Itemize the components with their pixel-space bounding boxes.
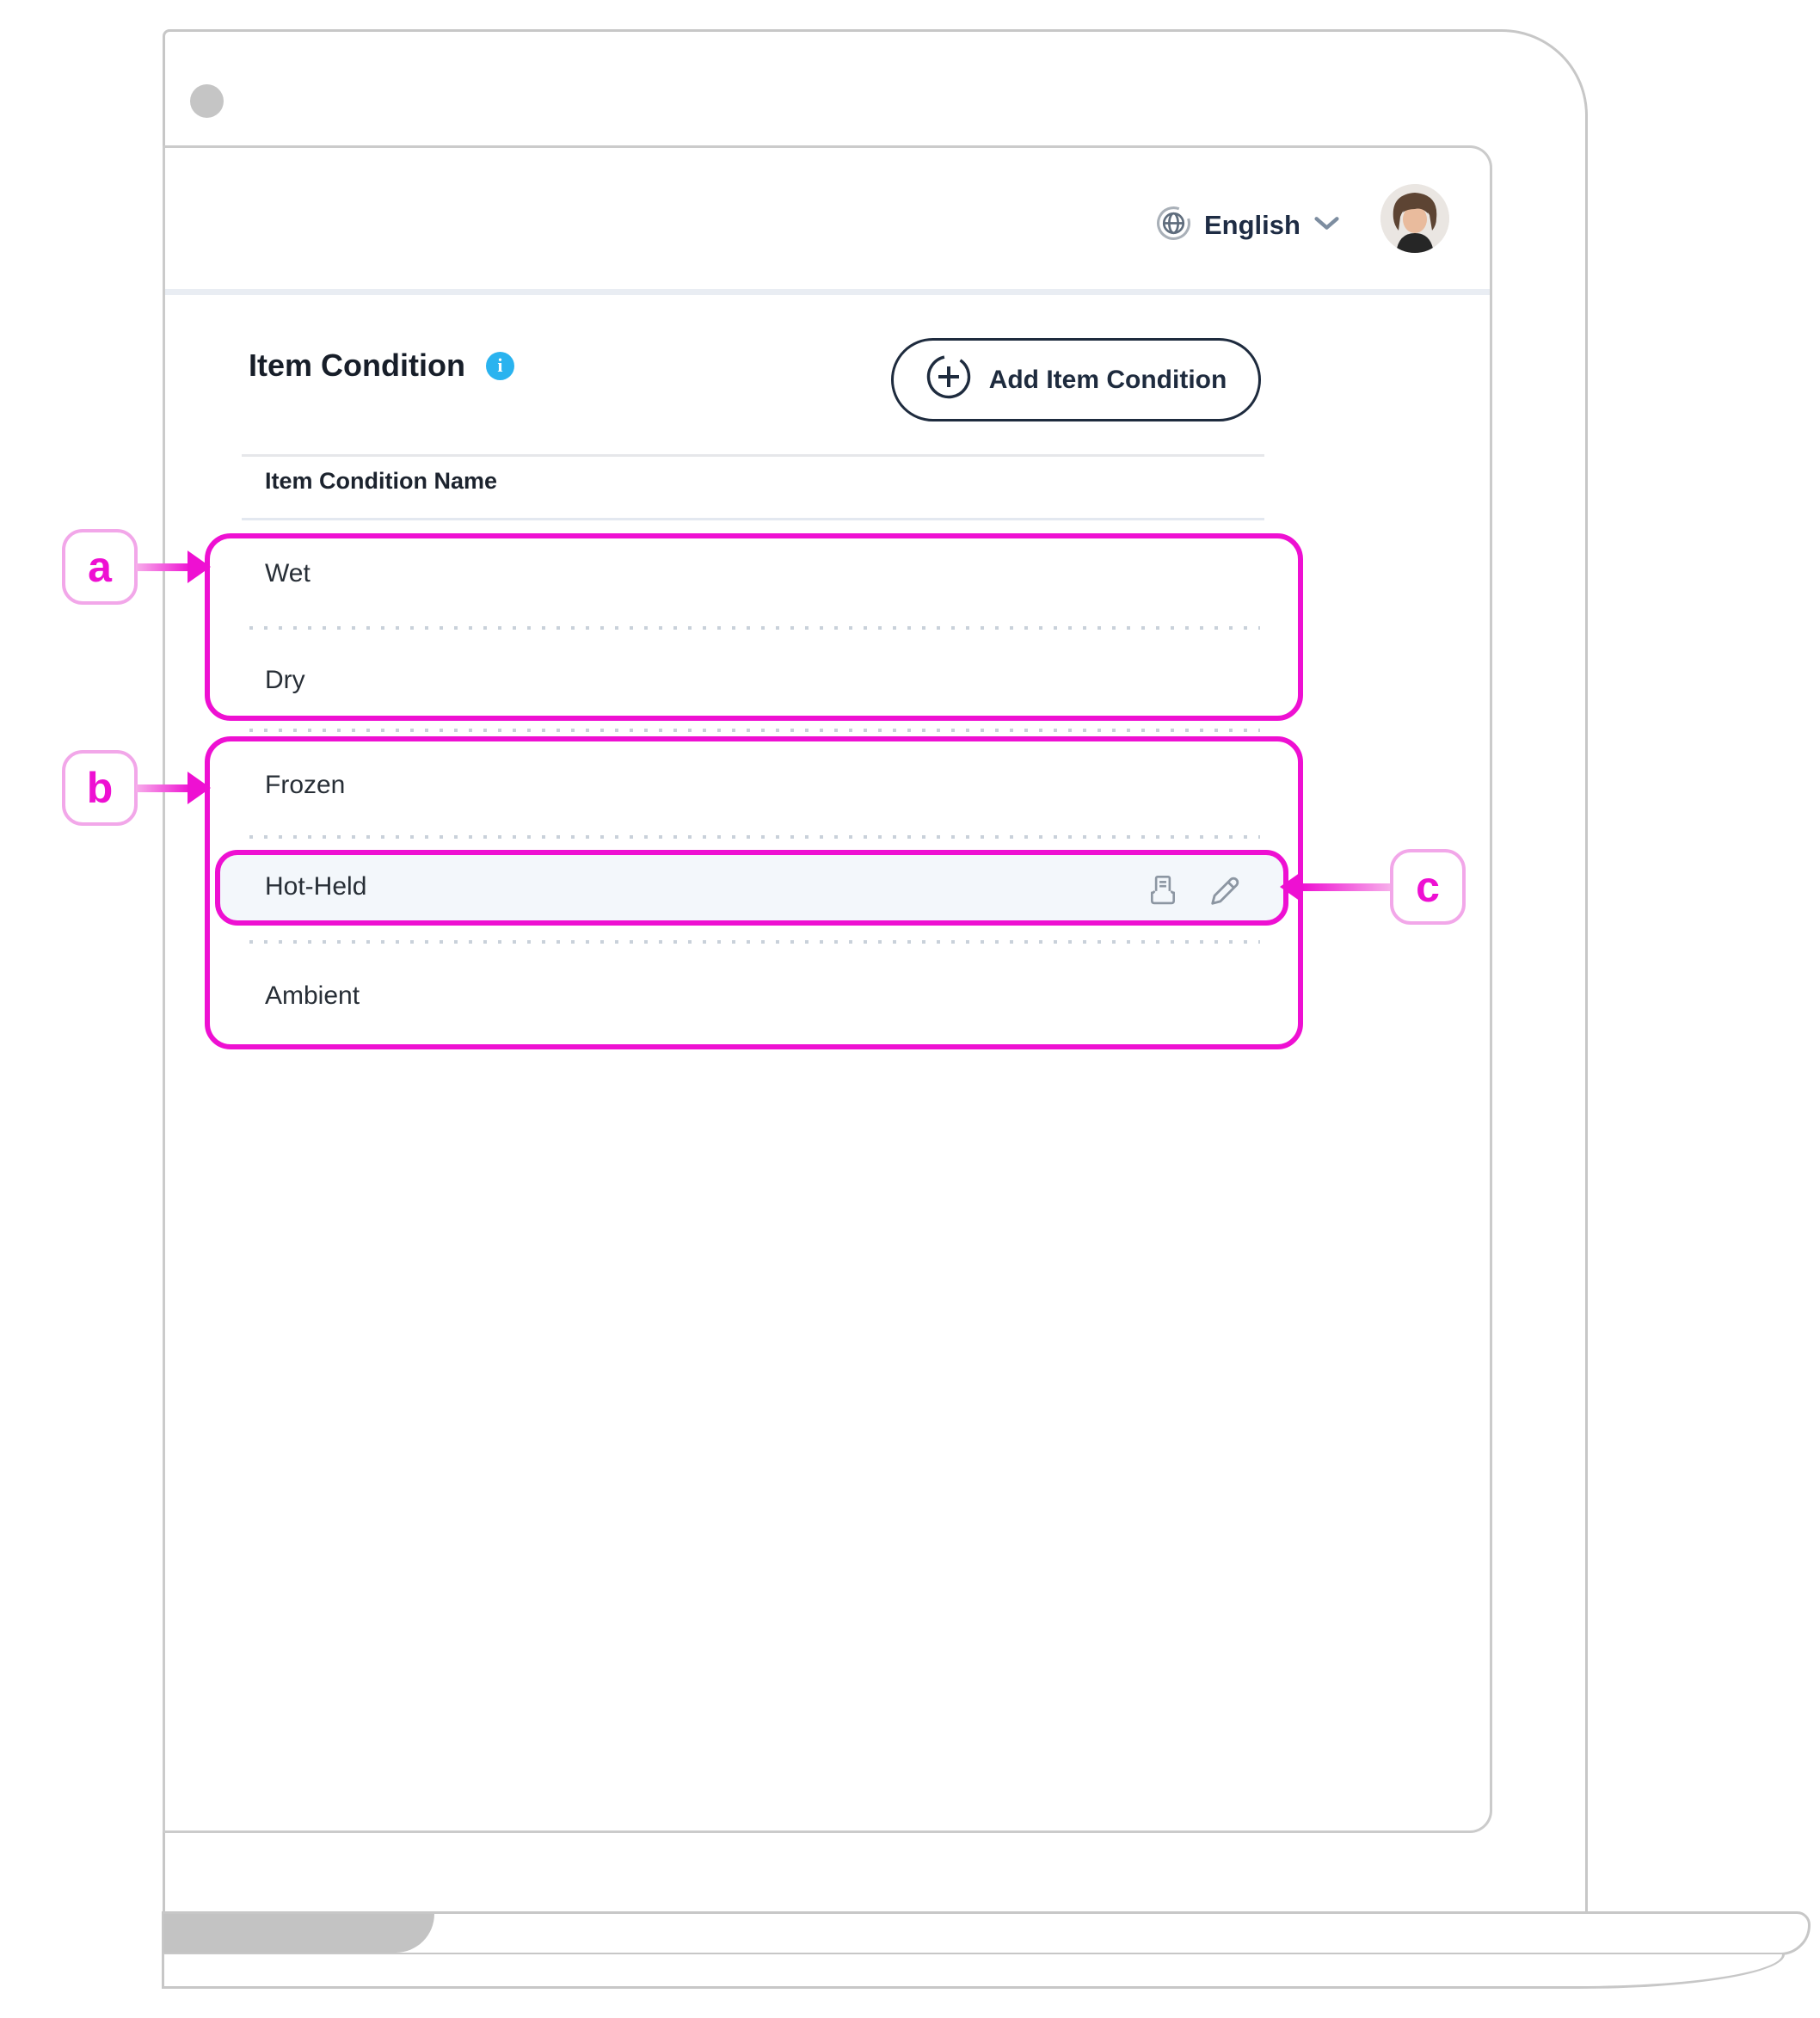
table-row[interactable]: Frozen [265,771,346,799]
language-label: English [1204,210,1300,240]
laptop-base-bottom [162,1954,1785,1989]
annotation-arrow-b [136,784,191,792]
table-row[interactable]: Dry [265,666,305,694]
table-row[interactable]: Hot-Held [265,872,367,901]
add-item-condition-button[interactable] [891,338,1261,421]
annotation-arrow-a [136,563,191,571]
annotation-label-b [62,750,138,826]
header-divider [165,289,1490,295]
annotation-arrowhead-b [188,772,211,804]
archive-icon[interactable] [1145,872,1181,908]
add-item-condition-label: Add Item Condition [988,365,1227,394]
column-header-item-condition-name: Item Condition Name [265,468,498,494]
app-window [163,145,1492,1833]
page-title: Item Condition [249,348,465,383]
row-separator [249,729,1260,732]
laptop-hinge-notch [163,1914,434,1953]
annotation-label-c [1390,849,1466,925]
globe-icon [1156,206,1191,245]
chevron-down-icon [1313,215,1340,237]
annotation-arrowhead-c [1280,871,1303,903]
annotation-arrow-c [1302,883,1390,891]
annotation-arrowhead-a [188,551,211,583]
language-selector[interactable] [1156,201,1340,249]
table-row[interactable]: Ambient [265,981,360,1010]
row-separator [249,835,1260,839]
info-icon[interactable]: i [486,352,514,380]
user-avatar[interactable] [1380,184,1449,253]
highlighted-row-hot-held[interactable] [215,850,1288,926]
plus-circle-icon [925,354,972,407]
column-header-divider [242,518,1264,520]
annotation-label-a [62,529,138,605]
edit-icon[interactable] [1208,872,1244,908]
table-row[interactable]: Wet [265,559,311,588]
laptop-camera-dot [190,84,224,118]
row-separator [249,940,1260,944]
row-separator [249,626,1260,630]
annotation-letter-c: c [1416,863,1440,911]
table-top-divider [242,454,1264,457]
annotation-letter-a: a [88,543,112,591]
annotation-letter-b: b [86,764,114,812]
